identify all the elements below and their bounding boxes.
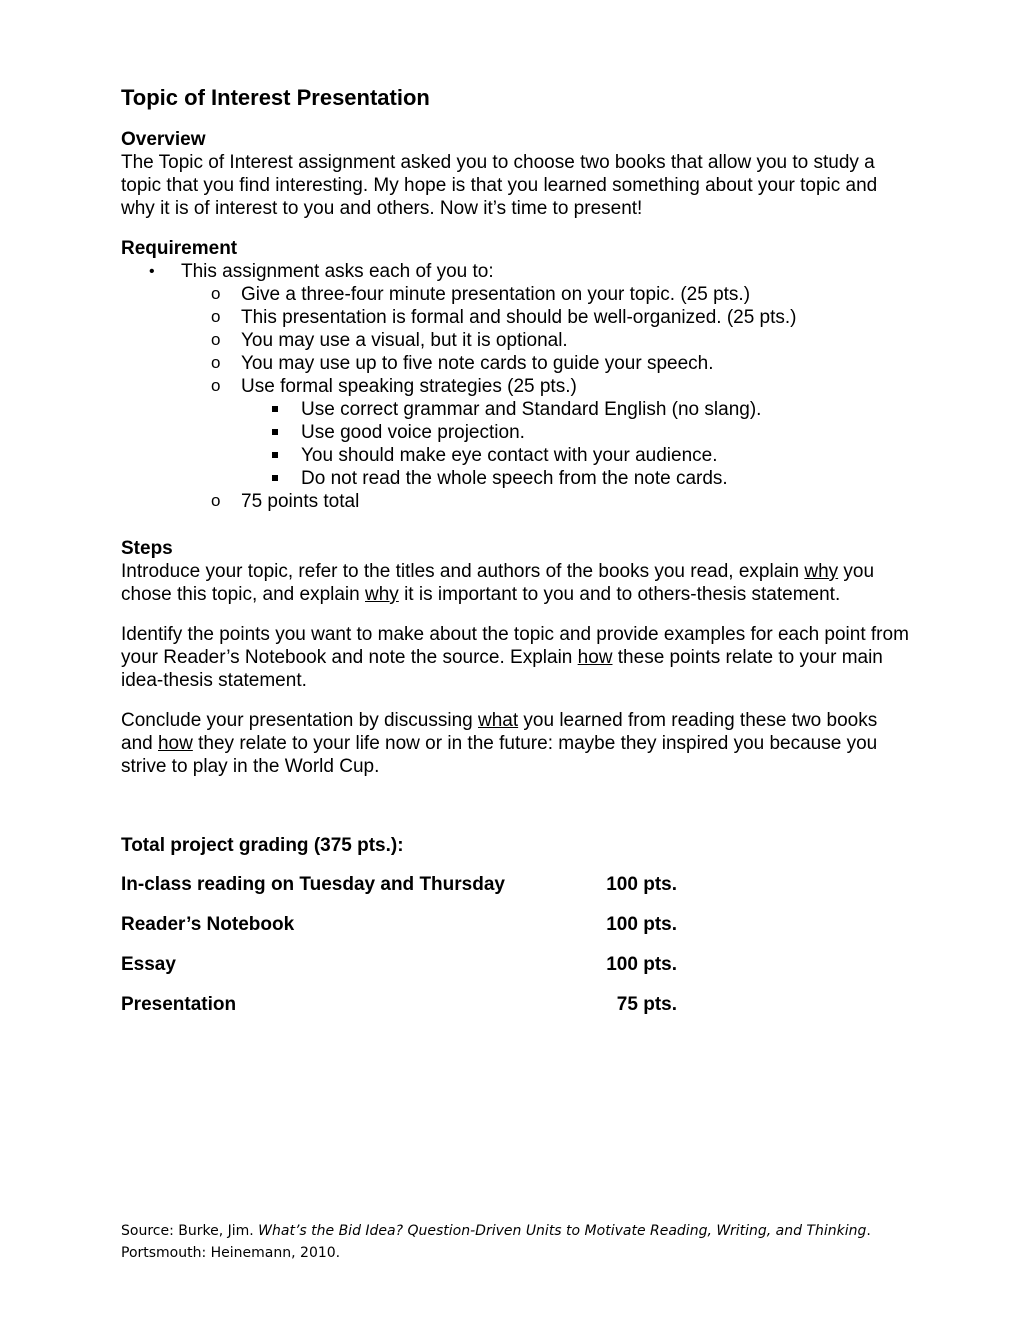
requirement-total: o 75 points total (121, 490, 911, 513)
grading-label: Essay (121, 954, 176, 975)
steps-paragraph-2-block (121, 623, 911, 692)
requirement-subitem: Use correct grammar and Standard English (no slang). (121, 398, 911, 421)
overview-text: The Topic of Interest assignment asked you to choose two books that allow you to study a topic that you find interesting. My hope is that you learned something about your topic and why it is of interest to you and others. Now it’s time to present! (121, 152, 878, 219)
grading-value: 100 pts. (606, 954, 677, 975)
emphasis-what: what (477, 710, 519, 731)
grading-row (121, 913, 911, 936)
steps-section (121, 537, 911, 606)
emphasis-why: why (365, 584, 399, 605)
overview-section (121, 128, 911, 220)
steps-paragraph-3-block (121, 709, 911, 778)
grading-value: 100 pts. (606, 874, 677, 895)
grading-label: In-class reading on Tuesday and Thursday (121, 874, 505, 895)
grading-row (121, 993, 911, 1016)
requirement-list (121, 260, 911, 513)
overview-heading: Overview (121, 129, 206, 150)
steps-paragraph-1: Introduce your topic, refer to the titles and authors of the books you read, explain why you chose this topic, and explain why it is important to you and to others-thesis statement. (121, 561, 875, 605)
emphasis-why: why (804, 561, 839, 582)
grading-row (121, 953, 911, 976)
requirement-item: o Give a three-four minute presentation on your topic. (25 pts.) (121, 283, 911, 306)
steps-paragraph-3: Conclude your presentation by discussing what you learned from reading these two books and how they relate to your life now or in the future: maybe they inspired you because you strive to play in the World Cup. (121, 710, 878, 777)
requirement-item: o This presentation is formal and should be well-organized. (25 pts.) (121, 306, 911, 329)
requirement-subitem: You should make eye contact with your audience. (121, 444, 911, 467)
steps-heading: Steps (121, 538, 173, 559)
requirement-item: o You may use a visual, but it is optional. (121, 329, 911, 352)
steps-paragraph-2: Identify the points you want to make about the topic and provide examples for each point from your Reader’s Notebook and note the source. Explain how these points relate to your main idea-thesis statement. (121, 624, 909, 691)
requirement-bullet: • This assignment asks each of you to: (121, 260, 911, 283)
source-citation: Source: Burke, Jim. What’s the Bid Idea? Question-Driven Units to Motivate Reading, Writing, and Thinking. Portsmouth: Heinemann, 2010. (121, 1223, 871, 1261)
requirement-subitem: Do not read the whole speech from the note cards. (121, 467, 911, 490)
source-title: What’s the Bid Idea? Question-Driven Units to Motivate Reading, Writing, and Thinking (258, 1223, 867, 1239)
grading-row (121, 873, 911, 896)
grading-value: 100 pts. (606, 914, 677, 935)
grading-label: Presentation (121, 994, 237, 1015)
requirement-subitem: Use good voice projection. (121, 421, 911, 444)
document-page (121, 84, 911, 1033)
requirement-item: o Use formal speaking strategies (25 pts.) (121, 375, 911, 398)
grading-section (121, 834, 911, 1016)
grading-label: Reader’s Notebook (121, 914, 295, 935)
requirement-heading: Requirement (121, 238, 238, 259)
emphasis-how: how (157, 733, 193, 754)
requirement-item: o You may use up to five note cards to guide your speech. (121, 352, 911, 375)
grading-heading: Total project grading (375 pts.): (121, 835, 404, 856)
emphasis-how: how (577, 647, 613, 668)
grading-value: 75 pts. (616, 994, 677, 1015)
requirement-section (121, 237, 911, 513)
page-title: Topic of Interest Presentation (121, 85, 430, 110)
